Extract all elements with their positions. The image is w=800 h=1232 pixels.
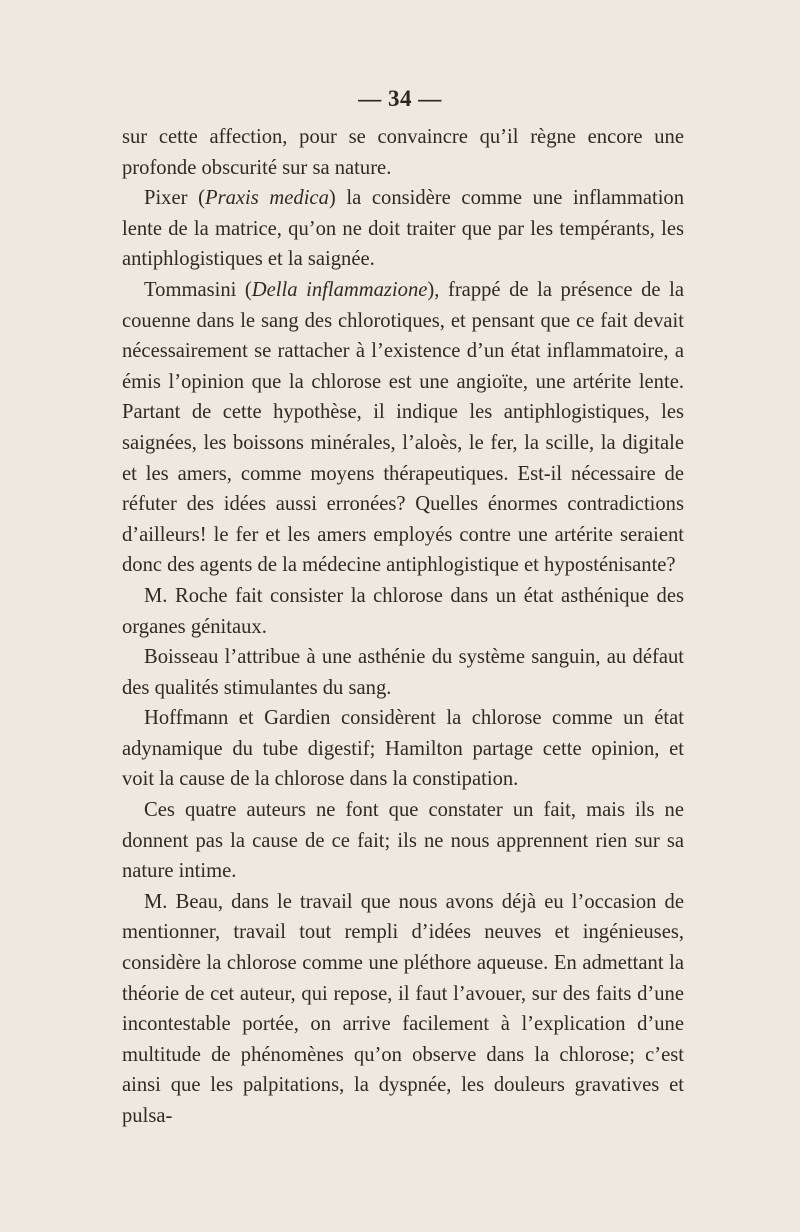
paragraph-4: M. Roche fait consister la chlorose dans un état asthénique des organes génitaux.: [122, 584, 684, 638]
paragraph-3-rest: ), frappé de la présence de la couenne dans le sang des chlorotiques, et pensant que ce fait devait nécessairement se rattacher à l’existence d’un état inflammatoire, a émis l’opinion que la chlorose est une angioïte, une artérite lente. Partant de cette hypothèse, il indique les antiphlogistiques, les saignées, les boissons minérales, l’aloès, le fer, la scille, la digitale et les amers, comme moyens thérapeutiques. Est-il nécessaire de réfuter des idées aussi erronées? Quelles énormes contradictions d’ailleurs! le fer et les amers employés contre une artérite seraient donc des agents de la médecine antiphlogistique et hyposténisante?: [122, 278, 684, 577]
paragraph-7: Ces quatre auteurs ne font que constater un fait, mais ils ne donnent pas la cause de ce fait; ils ne nous apprennent rien sur sa nature intime.: [122, 799, 684, 883]
book-title-della-inflammazione: Della inflammazione: [251, 278, 428, 301]
paragraph-2-rest: ) la considère comme une inflammation lente de la matrice, qu’on ne doit traiter que par les tempérants, les antiphlogistiques et la saignée.: [122, 187, 685, 271]
paragraph-2: [122, 183, 684, 275]
page-number: — 34 —: [358, 86, 442, 111]
body-text: [122, 122, 684, 1132]
paragraph-6: Hoffmann et Gardien considèrent la chlorose comme un état adynamique du tube digestif; Hamilton partage cette opinion, et voit la cause de la chlorose dans la constipation.: [122, 707, 684, 791]
paragraph-3-lead: Tommasini (: [144, 278, 252, 301]
paragraph-1: sur cette affection, pour se convaincre qu’il règne encore une profonde obscurité sur sa nature.: [122, 126, 684, 179]
paragraph-3: [122, 275, 684, 581]
paragraph-2-lead: Pixer (: [144, 187, 205, 210]
paragraph-8: M. Beau, dans le travail que nous avons déjà eu l’occasion de mentionner, travail tout rempli d’idées neuves et ingénieuses, considère la chlorose comme une pléthore aqueuse. En admettant la théorie de cet auteur, qui repose, il faut l’avouer, sur des faits d’une incontestable portée, on arrive facilement à l’explication d’une multitude de phénomènes qu’on observe dans la chlorose; c’est ainsi que les palpitations, la dyspnée, les douleurs gravatives et pulsa-: [122, 890, 684, 1127]
book-title-praxis-medica: Praxis medica: [204, 187, 329, 210]
paragraph-5: Boisseau l’attribue à une asthénie du système sanguin, au défaut des qualités stimulantes du sang.: [122, 646, 684, 699]
